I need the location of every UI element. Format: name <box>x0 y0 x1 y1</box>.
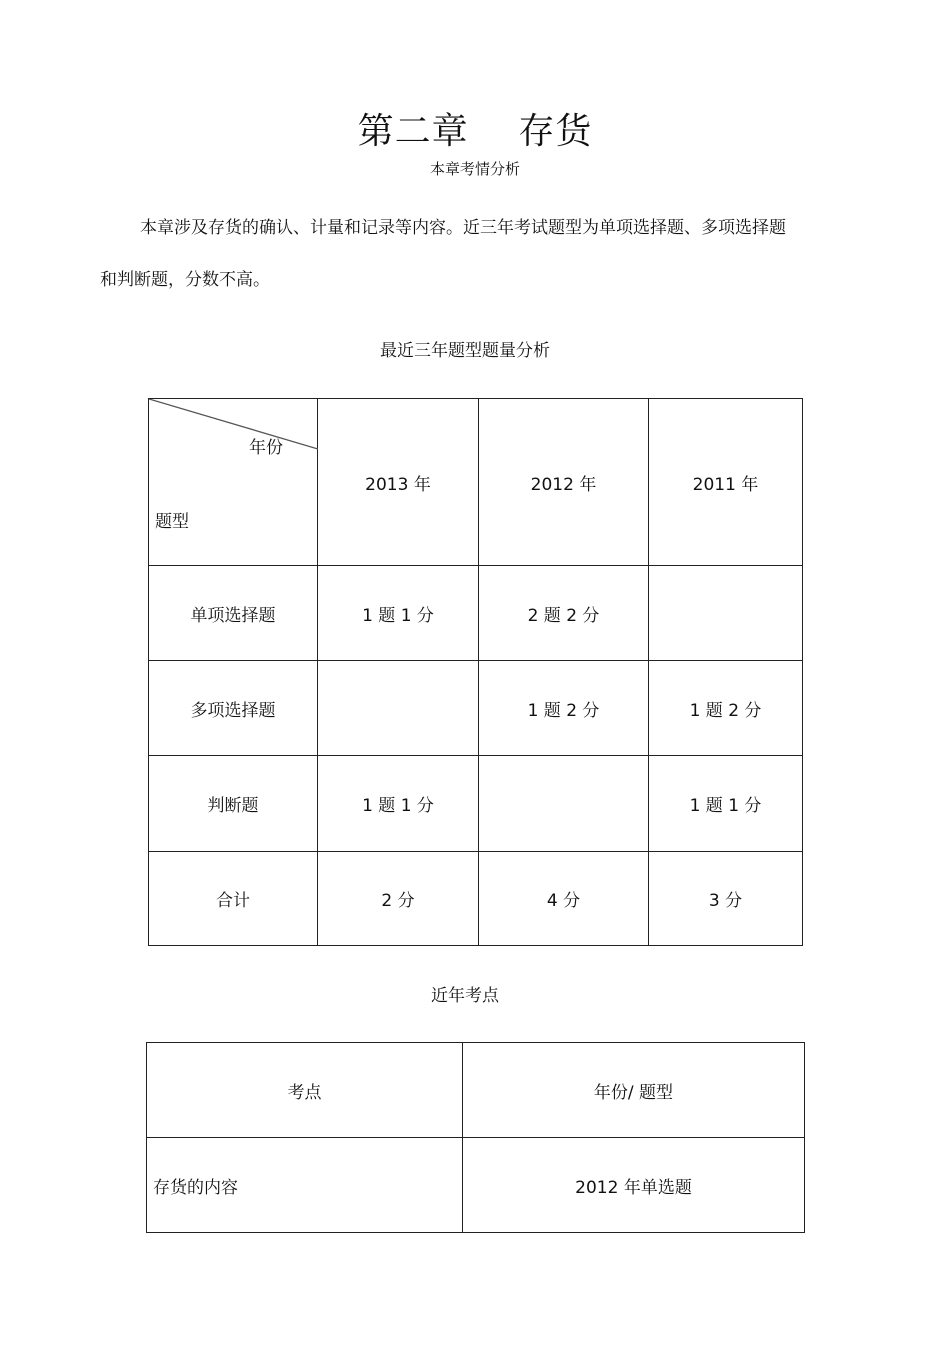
table1-caption: 最近三年题型题量分析 <box>380 341 550 361</box>
row-type: 多项选择题 <box>149 661 318 756</box>
table-cell: 1 题 1 分 <box>649 756 803 852</box>
year-header: 2012 年 <box>479 399 649 566</box>
table-cell: 3 分 <box>649 852 803 946</box>
row-type: 合计 <box>149 852 318 946</box>
chapter-subtitle: 本章考情分析 <box>429 160 520 178</box>
table-cell <box>479 756 649 852</box>
header-year-type: 年份/ 题型 <box>463 1043 805 1138</box>
table-cell: 4 分 <box>479 852 649 946</box>
header-point: 考点 <box>147 1043 463 1138</box>
year-header: 2011 年 <box>649 399 803 566</box>
chapter-title: 第二章 存货 <box>357 111 593 152</box>
corner-type-label: 题型 <box>155 512 189 532</box>
table-cell: 2 题 2 分 <box>479 566 649 661</box>
table-header-row <box>149 399 803 566</box>
table-total-row <box>149 852 803 946</box>
corner-year-label: 年份 <box>249 438 283 458</box>
table-row <box>149 566 803 661</box>
table-row <box>147 1138 805 1233</box>
diagonal-line <box>149 399 318 566</box>
corner-cell <box>149 399 318 566</box>
intro-text: 本章涉及存货的确认、计量和记录等内容。近三年考试题型为单项选择题、多项选择题和判断题，分数不高。 <box>100 218 786 290</box>
table-cell: 1 题 1 分 <box>318 756 479 852</box>
year-type-cell: 2012 年单选题 <box>463 1138 805 1233</box>
intro-paragraph <box>100 202 800 306</box>
table-row <box>149 661 803 756</box>
table2-caption: 近年考点 <box>431 986 499 1006</box>
point-cell: 存货的内容 <box>147 1138 463 1233</box>
table-header-row <box>147 1043 805 1138</box>
row-type: 单项选择题 <box>149 566 318 661</box>
table-cell: 2 分 <box>318 852 479 946</box>
table-cell: 1 题 2 分 <box>479 661 649 756</box>
table-cell <box>649 566 803 661</box>
table-cell: 1 题 1 分 <box>318 566 479 661</box>
row-type: 判断题 <box>149 756 318 852</box>
question-type-table <box>148 398 803 946</box>
exam-points-table <box>146 1042 805 1233</box>
table-row <box>149 756 803 852</box>
year-header: 2013 年 <box>318 399 479 566</box>
table-cell: 1 题 2 分 <box>649 661 803 756</box>
table-cell <box>318 661 479 756</box>
